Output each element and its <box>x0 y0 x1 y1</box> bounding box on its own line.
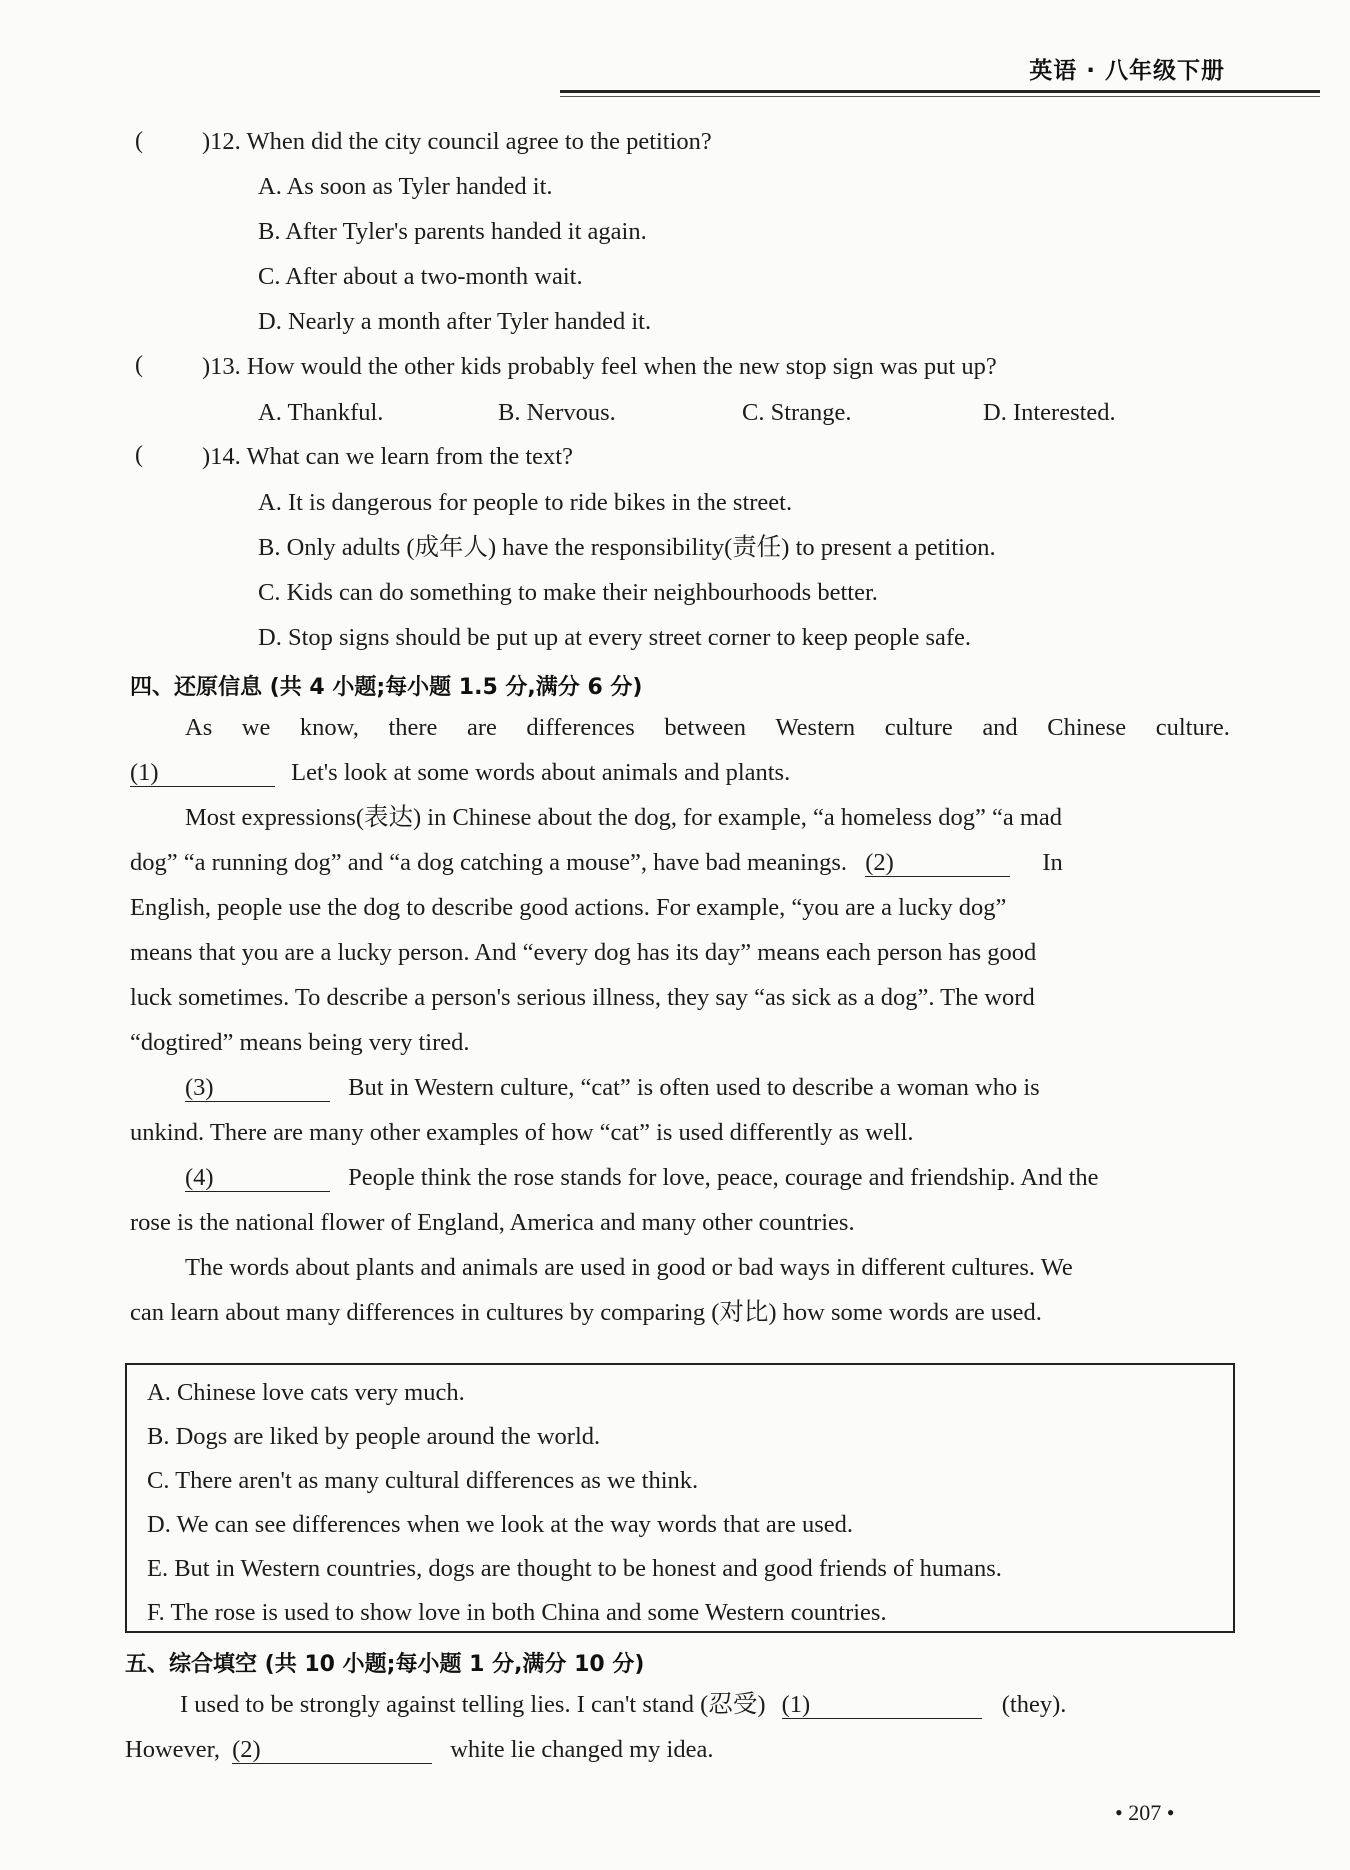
answer-blank-1[interactable]: (1) <box>782 1692 982 1719</box>
header-rule <box>560 90 1320 93</box>
passage-text: white lie changed my idea. <box>450 1736 714 1763</box>
word: culture <box>884 714 953 741</box>
option-item: F. The rose is used to show love in both China and some Western countries. <box>147 1599 887 1626</box>
options-box <box>125 1363 1235 1633</box>
answer-paren[interactable]: ( <box>135 442 143 468</box>
option-b: B. Nervous. <box>498 399 616 426</box>
passage-text: However, <box>125 1736 220 1763</box>
passage-line: rose is the national flower of England, America and many other countries. <box>130 1209 855 1236</box>
passage-line <box>185 713 1230 743</box>
option-c: C. Strange. <box>742 399 852 426</box>
option-item: E. But in Western countries, dogs are thought to be honest and good friends of humans. <box>147 1555 1002 1582</box>
passage-text: But in Western culture, “cat” is often used to describe a woman who is <box>348 1074 1040 1101</box>
option-item: A. Chinese love cats very much. <box>147 1379 465 1406</box>
passage-line <box>130 848 1063 878</box>
passage-text: (they). <box>1001 1691 1067 1718</box>
word: between <box>664 714 746 741</box>
word: differences <box>526 714 635 741</box>
option-a: A. It is dangerous for people to ride bikes in the street. <box>258 489 793 516</box>
passage-text: Let's look at some words about animals and plants. <box>291 759 791 786</box>
word: As <box>185 714 213 741</box>
option-d: D. Stop signs should be put up at every street corner to keep people safe. <box>258 624 972 651</box>
passage-text: dog” “a running dog” and “a dog catching a mouse”, have bad meanings. <box>130 849 848 876</box>
answer-blank-4[interactable]: (4) <box>185 1165 330 1192</box>
page-number: • 207 • <box>1115 1800 1175 1825</box>
option-c: C. Kids can do something to make their neighbourhoods better. <box>258 579 878 606</box>
passage-line: The words about plants and animals are used in good or bad ways in different cultures. We <box>185 1254 1073 1281</box>
passage-line <box>185 1163 1099 1193</box>
section-4-heading: 四、还原信息 (共 4 小题;每小题 1.5 分,满分 6 分) <box>130 675 643 700</box>
answer-paren[interactable]: ( <box>135 128 143 154</box>
word: culture. <box>1155 714 1230 741</box>
passage-text: People think the rose stands for love, peace, courage and friendship. And the <box>348 1164 1099 1191</box>
passage-text: In <box>1042 849 1063 876</box>
answer-paren[interactable]: ( <box>135 352 143 378</box>
word: we <box>241 714 271 741</box>
option-c: C. After about a two-month wait. <box>258 263 583 290</box>
passage-text: I used to be strongly against telling lies. I can't stand (忍受) <box>180 1691 766 1718</box>
option-a: A. As soon as Tyler handed it. <box>258 173 553 200</box>
passage-line: means that you are a lucky person. And “every dog has its day” means each person has good <box>130 939 1037 966</box>
passage-line: “dogtired” means being very tired. <box>130 1029 470 1056</box>
word: are <box>466 714 497 741</box>
option-d: D. Interested. <box>983 399 1116 426</box>
word: there <box>388 714 438 741</box>
answer-blank-2[interactable]: (2) <box>865 850 1010 877</box>
passage-line <box>125 1735 713 1765</box>
passage-line <box>185 1073 1040 1103</box>
option-b: B. After Tyler's parents handed it again. <box>258 218 647 245</box>
word: Chinese <box>1047 714 1127 741</box>
passage-line: unkind. There are many other examples of how “cat” is used differently as well. <box>130 1119 914 1146</box>
question-stem: )13. How would the other kids probably feel when the new stop sign was put up? <box>202 353 997 380</box>
passage-line <box>180 1690 1066 1720</box>
word: Western <box>775 714 856 741</box>
answer-blank-1[interactable]: (1) <box>130 760 275 787</box>
word: and <box>982 714 1018 741</box>
answer-blank-3[interactable]: (3) <box>185 1075 330 1102</box>
section-5-heading: 五、综合填空 (共 10 小题;每小题 1 分,满分 10 分) <box>125 1652 645 1677</box>
question-stem: )12. When did the city council agree to the petition? <box>202 128 712 155</box>
passage-line: English, people use the dog to describe good actions. For example, “you are a lucky dog” <box>130 894 1007 921</box>
passage-line: Most expressions(表达) in Chinese about the dog, for example, “a homeless dog” “a mad <box>185 804 1063 831</box>
question-stem: )14. What can we learn from the text? <box>202 443 573 470</box>
option-item: B. Dogs are liked by people around the world. <box>147 1423 601 1450</box>
header-title: 英语 · 八年级下册 <box>1029 58 1225 84</box>
passage-line: luck sometimes. To describe a person's serious illness, they say “as sick as a dog”. The word <box>130 984 1035 1011</box>
passage-line: can learn about many differences in cultures by comparing (对比) how some words are used. <box>130 1299 1042 1326</box>
passage-line <box>130 758 790 788</box>
answer-blank-2[interactable]: (2) <box>232 1737 432 1764</box>
option-b: B. Only adults (成年人) have the responsibility(责任) to present a petition. <box>258 534 996 561</box>
option-d: D. Nearly a month after Tyler handed it. <box>258 308 652 335</box>
option-item: D. We can see differences when we look at the way words that are used. <box>147 1511 854 1538</box>
word: know, <box>299 714 359 741</box>
option-item: C. There aren't as many cultural differences as we think. <box>147 1467 699 1494</box>
option-a: A. Thankful. <box>258 399 384 426</box>
header-rule-thin <box>560 96 1320 97</box>
